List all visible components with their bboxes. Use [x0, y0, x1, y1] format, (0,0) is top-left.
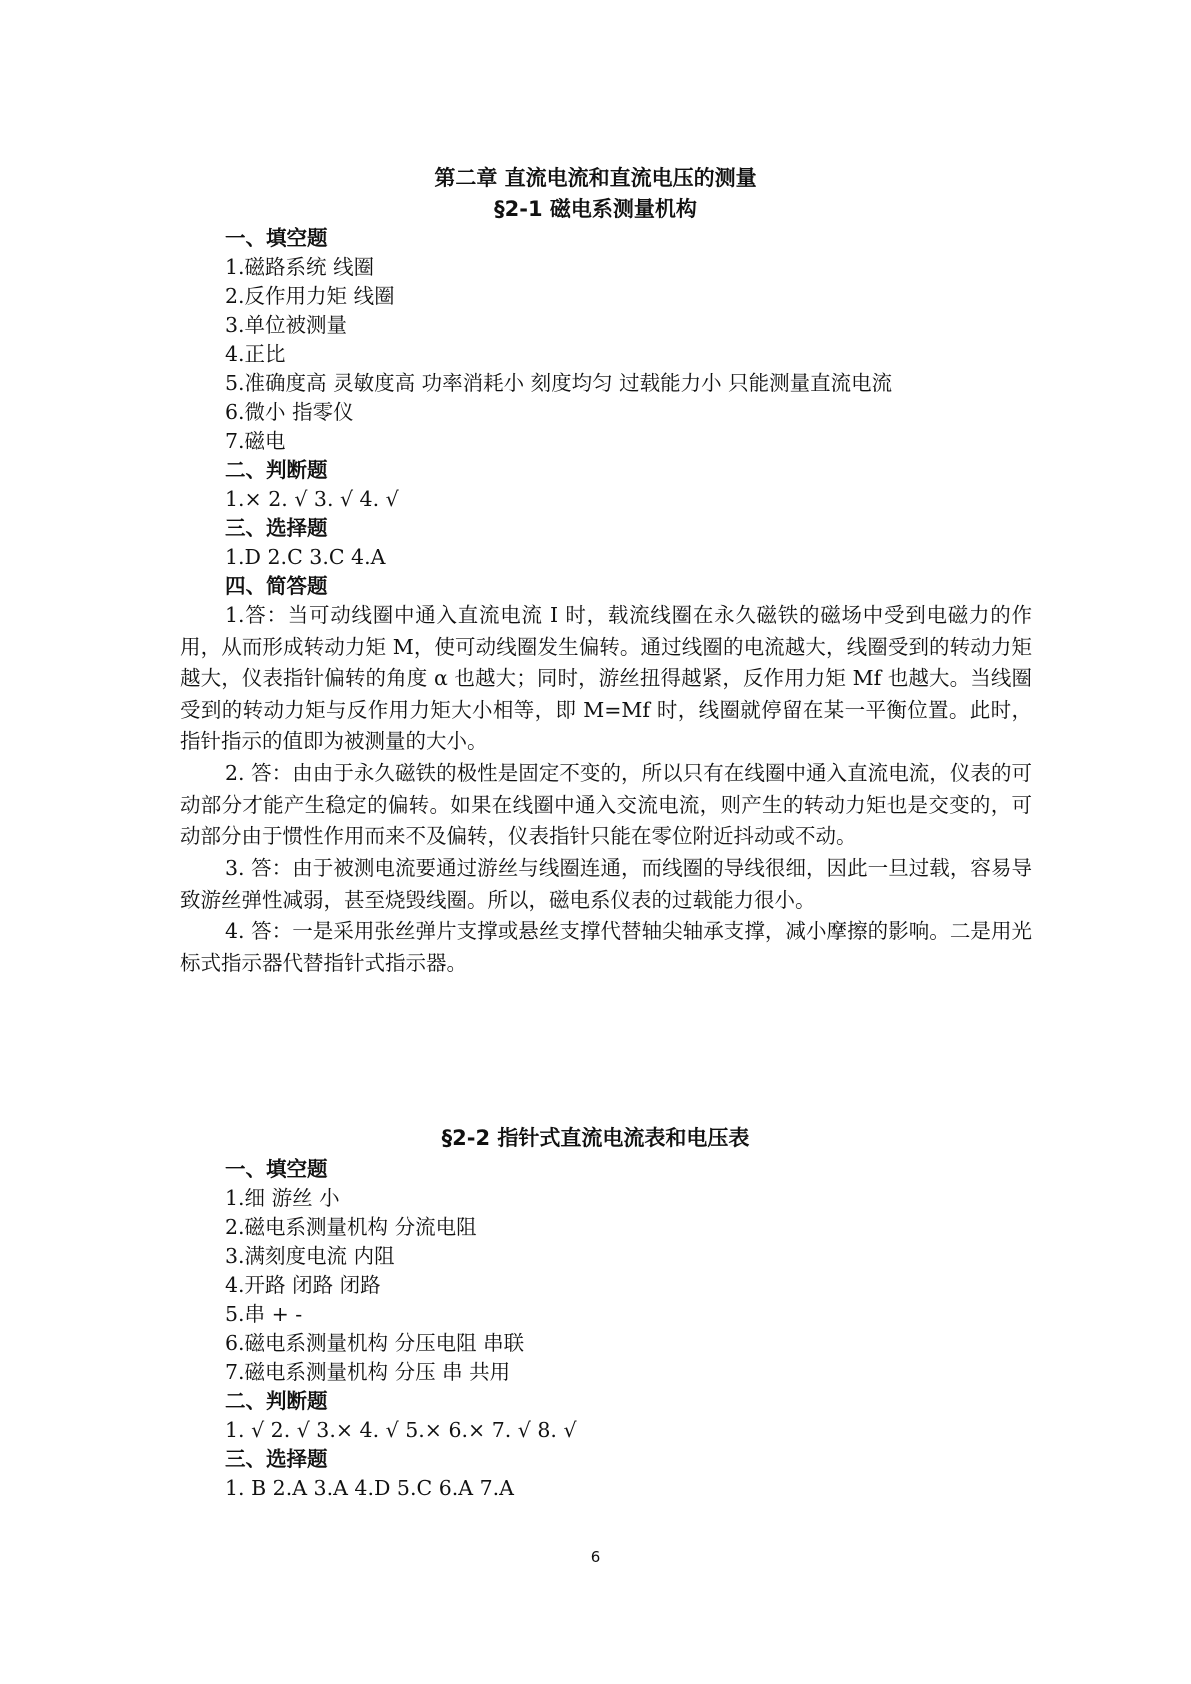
fill-answer-7: 7.磁电 — [225, 429, 286, 453]
fill2-answer-6: 6.磁电系测量机构 分压电阻 串联 — [225, 1331, 525, 1355]
fill-answer-1: 1.磁路系统 线圈 — [225, 255, 375, 279]
fill-answer-5: 5.准确度高 灵敏度高 功率消耗小 刻度均匀 过载能力小 只能测量直流电流 — [225, 371, 893, 395]
choice-heading: 三、选择题 — [225, 516, 328, 540]
choice-heading-2: 三、选择题 — [225, 1447, 328, 1471]
fill-answer-4: 4.正比 — [225, 342, 286, 366]
fill2-answer-1: 1.细 游丝 小 — [225, 1186, 340, 1210]
fill-answer-2: 2.反作用力矩 线圈 — [225, 284, 395, 308]
judge-heading: 二、判断题 — [225, 458, 328, 482]
fill-blank-heading: 一、填空题 — [225, 226, 328, 250]
page-number: 6 — [590, 1548, 601, 1566]
judge-heading-2: 二、判断题 — [225, 1389, 328, 1413]
fill2-answer-7: 7.磁电系测量机构 分压 串 共用 — [225, 1360, 511, 1384]
short-answer-4: 4. 答：一是采用张丝弹片支撑或悬丝支撑代替轴尖轴承支撑，减小摩擦的影响。二是用光标式指示器代替指针式指示器。 — [180, 919, 1032, 975]
short-answer-heading: 四、简答题 — [225, 574, 328, 598]
fill2-answer-5: 5.串 + - — [225, 1302, 303, 1326]
chapter-title: 第二章 直流电流和直流电压的测量 — [434, 166, 757, 190]
fill-answer-6: 6.微小 指零仪 — [225, 400, 354, 424]
fill2-answer-4: 4.开路 闭路 闭路 — [225, 1273, 381, 1297]
judge-answers: 1.× 2. √ 3. √ 4. √ — [225, 487, 399, 511]
choice-answers: 1.D 2.C 3.C 4.A — [225, 545, 386, 569]
short-answer-3: 3. 答：由于被测电流要通过游丝与线圈连通，而线圈的导线很细，因此一旦过载，容易导致游丝弹性减弱，甚至烧毁线圈。所以，磁电系仪表的过载能力很小。 — [180, 856, 1032, 912]
choice-answers-2: 1. B 2.A 3.A 4.D 5.C 6.A 7.A — [225, 1476, 514, 1500]
short-answer-2: 2. 答：由由于永久磁铁的极性是固定不变的，所以只有在线圈中通入直流电流，仪表的可动部分才能产生稳定的偏转。如果在线圈中通入交流电流，则产生的转动力矩也是交变的，可动部分由于惯性作用而来不及偏转，仪表指针只能在零位附近抖动或不动。 — [180, 761, 1032, 848]
fill2-answer-3: 3.满刻度电流 内阻 — [225, 1244, 395, 1268]
short-answer-1: 1.答：当可动线圈中通入直流电流 I 时，载流线圈在永久磁铁的磁场中受到电磁力的作用，从而形成转动力矩 M，使可动线圈发生偏转。通过线圈的电流越大，线圈受到的转动力矩越大，仪表指针偏转的角度 α 也越大；同时，游丝扭得越紧，反作用力矩 Mf 也越大。当线圈受到的转动力矩与反作用力矩大小相等，即 M=Mf 时，线圈就停留在某一平衡位置。此时，指针指示的值即为被测量的大小。 — [180, 603, 1032, 753]
judge-answers-2: 1. √ 2. √ 3.× 4. √ 5.× 6.× 7. √ 8. √ — [225, 1418, 577, 1442]
section-2-1-title: §2-1 磁电系测量机构 — [494, 197, 697, 221]
fill2-answer-2: 2.磁电系测量机构 分流电阻 — [225, 1215, 477, 1239]
section-2-2-title: §2-2 指针式直流电流表和电压表 — [441, 1126, 750, 1150]
fill-answer-3: 3.单位被测量 — [225, 313, 348, 337]
fill-blank-heading-2: 一、填空题 — [225, 1157, 328, 1181]
